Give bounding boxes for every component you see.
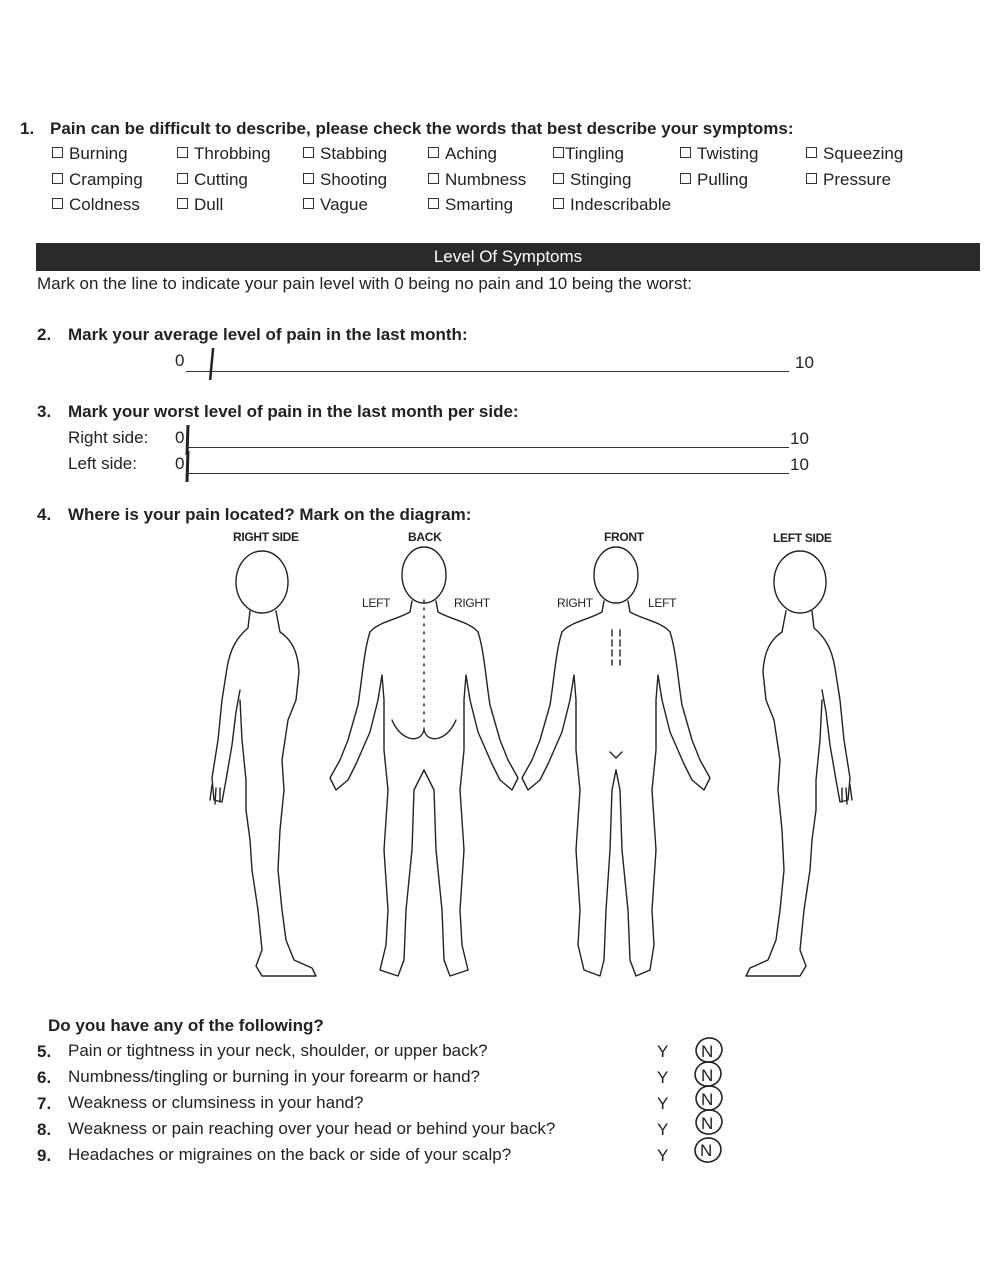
front-left-label: LEFT	[648, 596, 677, 610]
checkbox-smarting[interactable]: Smarting	[428, 195, 513, 215]
q9-text: Headaches or migraines on the back or side of your scalp?	[68, 1145, 512, 1164]
back-left-label: LEFT	[362, 596, 391, 610]
q8-no-option[interactable]: N	[701, 1114, 714, 1133]
q2-number: 2.	[37, 325, 52, 344]
view-label-left-side: LEFT SIDE	[773, 531, 832, 545]
checkbox-stabbing[interactable]: Stabbing	[303, 144, 387, 164]
q9-number: 9.	[37, 1146, 52, 1165]
front-right-label: RIGHT	[557, 596, 593, 610]
q3-question: Mark your worst level of pain in the last month per side:	[68, 402, 519, 421]
view-label-back: BACK	[408, 530, 442, 544]
checkbox-pressure[interactable]: Pressure	[806, 170, 891, 190]
checkbox-dull[interactable]: Dull	[177, 195, 223, 215]
q6-no-circle	[692, 1059, 723, 1089]
q5-text: Pain or tightness in your neck, shoulder, or upper back?	[68, 1041, 488, 1060]
checkbox-shooting[interactable]: Shooting	[303, 170, 387, 190]
q7-yes-option[interactable]: Y	[657, 1094, 669, 1113]
q5-number: 5.	[37, 1042, 52, 1061]
q9-yes-option[interactable]: Y	[657, 1146, 669, 1165]
q3-right-scale-min: 0	[175, 428, 185, 447]
q3-right-scale-max: 10	[790, 429, 809, 448]
checkbox-cutting[interactable]: Cutting	[177, 170, 248, 190]
q9-no-circle	[692, 1135, 723, 1165]
q2-scale-min: 0	[175, 351, 185, 370]
q6-yes-option[interactable]: Y	[657, 1068, 669, 1087]
checkbox-cramping[interactable]: Cramping	[52, 170, 143, 190]
checkbox-pulling[interactable]: Pulling	[680, 170, 748, 190]
q6-no-option[interactable]: N	[701, 1066, 714, 1085]
q8-text: Weakness or pain reaching over your head or behind your back?	[68, 1119, 556, 1138]
checkbox-throbbing[interactable]: Throbbing	[177, 144, 271, 164]
checkbox-squeezing[interactable]: Squeezing	[806, 144, 903, 164]
q9-no-option[interactable]: N	[700, 1141, 713, 1160]
q4-question: Where is your pain located? Mark on the diagram:	[68, 505, 472, 524]
checkbox-twisting[interactable]: Twisting	[680, 144, 758, 164]
q3-left-scale-max: 10	[790, 455, 809, 474]
q4-number: 4.	[37, 505, 52, 524]
checkbox-vague[interactable]: Vague	[303, 195, 368, 215]
q3-left-label: Left side:	[68, 454, 137, 473]
section-instruction: Mark on the line to indicate your pain level with 0 being no pain and 10 being the worst:	[37, 274, 692, 293]
q3-number: 3.	[37, 402, 52, 421]
q1-question: Pain can be difficult to describe, please check the words that best describe your symptoms:	[50, 119, 794, 138]
checkbox-aching[interactable]: Aching	[428, 144, 497, 164]
q2-scale-max: 10	[795, 353, 814, 372]
checkbox-coldness[interactable]: Coldness	[52, 195, 140, 215]
q2-question: Mark your average level of pain in the last month:	[68, 325, 468, 344]
view-label-front: FRONT	[604, 530, 644, 544]
checkbox-numbness[interactable]: Numbness	[428, 170, 526, 190]
checkbox-tingling[interactable]: Tingling	[553, 144, 624, 164]
back-right-label: RIGHT	[454, 596, 490, 610]
q1-number: 1.	[20, 119, 35, 138]
yn-heading: Do you have any of the following?	[48, 1016, 324, 1035]
q7-no-circle	[693, 1083, 724, 1113]
view-label-right-side: RIGHT SIDE	[233, 530, 299, 544]
q5-no-option[interactable]: N	[701, 1042, 714, 1061]
q8-number: 8.	[37, 1120, 52, 1139]
checkbox-indescribable[interactable]: Indescribable	[553, 195, 671, 215]
q3-right-label: Right side:	[68, 428, 149, 447]
q6-text: Numbness/tingling or burning in your forearm or hand?	[68, 1067, 481, 1086]
q3-left-scale-min: 0	[175, 454, 185, 473]
q8-no-circle	[693, 1107, 724, 1137]
q6-number: 6.	[37, 1068, 52, 1087]
q8-yes-option[interactable]: Y	[657, 1120, 669, 1139]
q7-text: Weakness or clumsiness in your hand?	[68, 1093, 364, 1112]
section-title: Level Of Symptoms	[433, 247, 583, 266]
checkbox-stinging[interactable]: Stinging	[553, 170, 631, 190]
q7-number: 7.	[37, 1094, 52, 1113]
checkbox-burning[interactable]: Burning	[52, 144, 128, 164]
q5-yes-option[interactable]: Y	[657, 1042, 669, 1061]
q5-no-circle	[693, 1035, 724, 1065]
q7-no-option[interactable]: N	[701, 1090, 714, 1109]
